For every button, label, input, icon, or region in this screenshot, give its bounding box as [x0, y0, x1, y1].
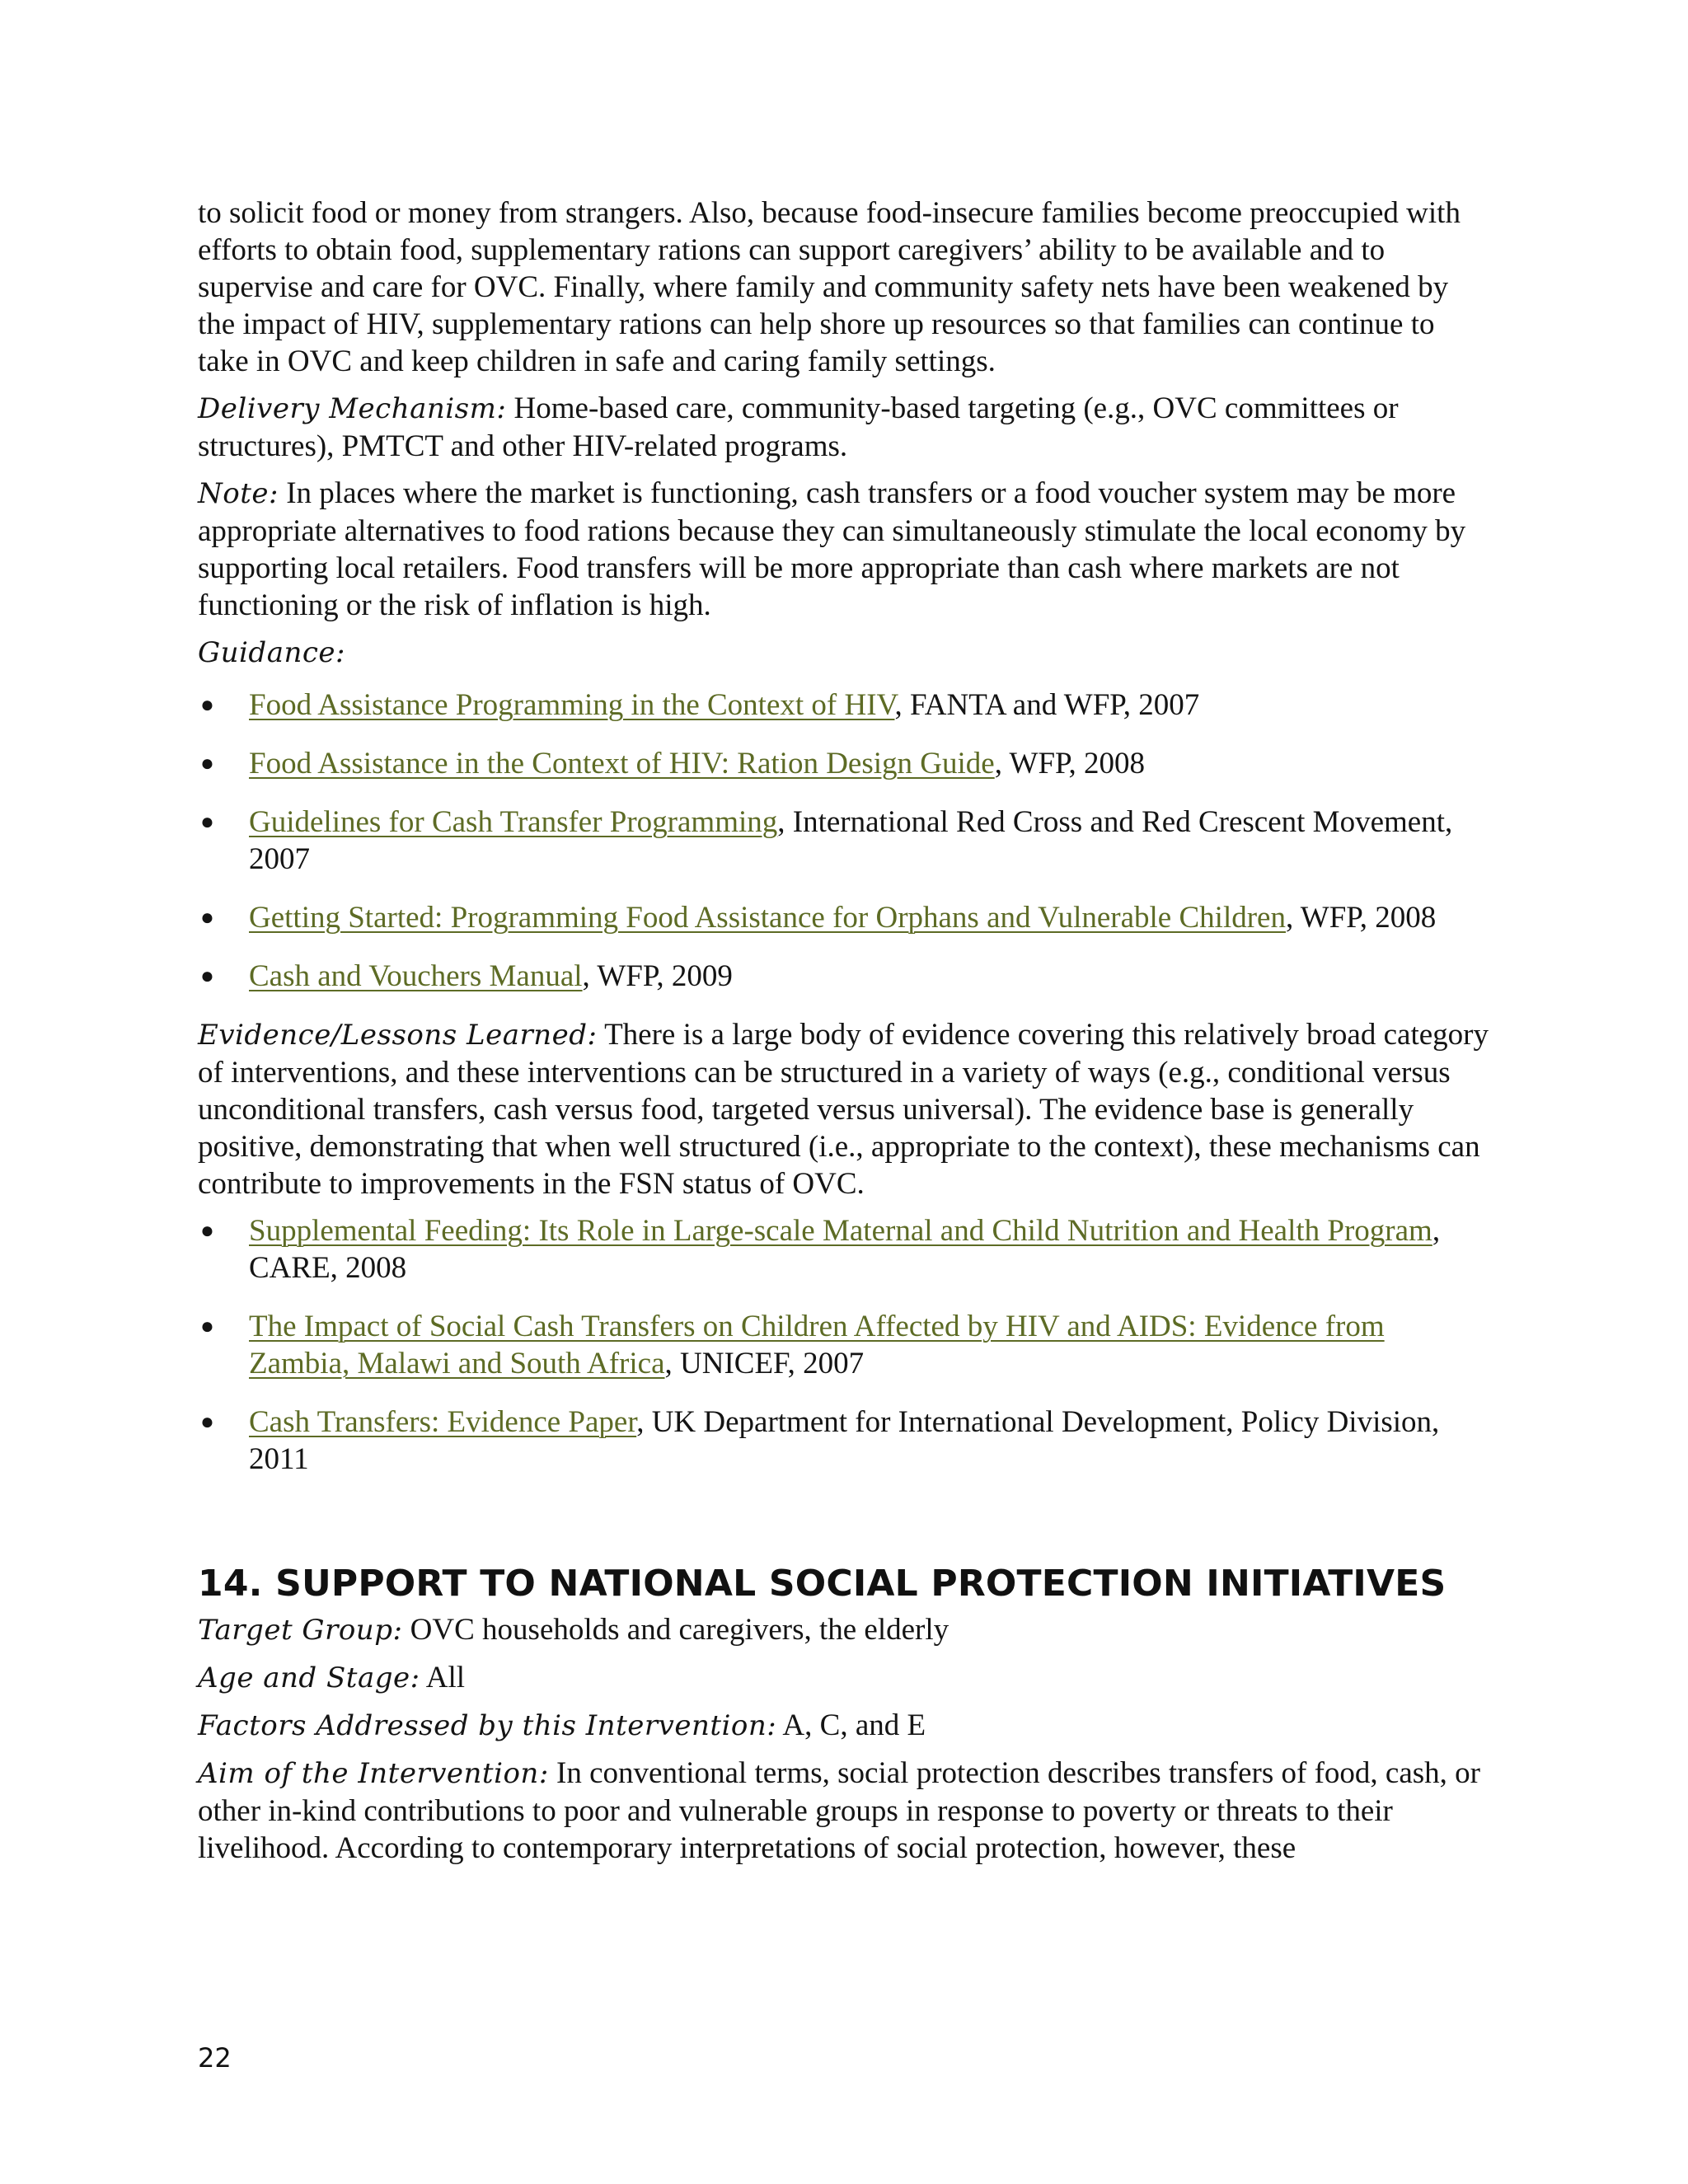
guidance-link[interactable]: Food Assistance in the Context of HIV: Ration Design Guide	[249, 747, 995, 780]
bullet-icon: ●	[200, 1218, 214, 1244]
guidance-link[interactable]: Food Assistance Programming in the Context of HIV	[249, 688, 895, 722]
factors-paragraph	[198, 1707, 1492, 1745]
list-item	[198, 1404, 1492, 1478]
note-label: Note:	[198, 477, 279, 510]
reference-source: , International Red Cross and Red Crescent Movement, 2007	[249, 805, 1453, 876]
list-item	[198, 958, 1492, 995]
list-item	[198, 1308, 1492, 1382]
guidance-link[interactable]: Cash and Vouchers Manual	[249, 959, 583, 993]
bullet-icon: ●	[200, 692, 214, 718]
delivery-mechanism-paragraph	[198, 390, 1492, 465]
evidence-text: There is a large body of evidence covering this relatively broad category of interventions, and these interventions can be structured in a variety of ways (e.g., conditional versus unconditional transfers, cash versus food, targeted versus universal). The evidence base is generally positive, demonstrating that when well structured (i.e., appropriate to the context), these mechanisms can contribute to improvements in the FSN status of OVC.	[198, 1018, 1489, 1201]
reference-source: , CARE, 2008	[249, 1214, 1441, 1285]
reference-source: , WFP, 2008	[1285, 901, 1437, 935]
reference-source: , WFP, 2008	[994, 747, 1146, 780]
guidance-link[interactable]: Getting Started: Programming Food Assistance for Orphans and Vulnerable Children	[249, 901, 1286, 935]
list-item	[198, 745, 1492, 782]
section-heading: 14. SUPPORT TO NATIONAL SOCIAL PROTECTION INITIATIVES	[198, 1563, 1447, 1605]
age-stage-paragraph	[198, 1659, 1492, 1697]
factors-text: A, C, and E	[776, 1708, 926, 1742]
bullet-icon: ●	[200, 809, 214, 835]
bullet-icon: ●	[200, 905, 214, 930]
document-body	[198, 194, 1492, 1877]
delivery-mechanism-text: Home-based care, community-based targeting (e.g., OVC committees or structures), PMTCT and other HIV-related programs.	[198, 391, 1399, 463]
target-group-paragraph	[198, 1611, 1492, 1649]
evidence-link[interactable]: Cash Transfers: Evidence Paper	[249, 1405, 637, 1439]
reference-source: , UNICEF, 2007	[664, 1347, 865, 1380]
list-item	[198, 1212, 1492, 1286]
reference-source: , FANTA and WFP, 2007	[894, 688, 1200, 722]
bullet-icon: ●	[200, 963, 214, 989]
aim-paragraph	[198, 1755, 1492, 1867]
page-number: 22	[198, 2042, 232, 2074]
delivery-mechanism-label: Delivery Mechanism:	[198, 392, 507, 425]
note-text: In places where the market is functioning, cash transfers or a food voucher system may be more appropriate alternatives to food rations because they can simultaneously stimulate the local economy by supporting local retailers. Food transfers will be more appropriate than cash where markets are not functioning or the risk of inflation is high.	[198, 476, 1466, 622]
list-item	[198, 687, 1492, 724]
guidance-label: Guidance:	[198, 636, 345, 669]
guidance-list	[198, 687, 1492, 995]
evidence-label: Evidence/Lessons Learned:	[198, 1019, 598, 1052]
bullet-icon: ●	[200, 1409, 214, 1435]
guidance-link[interactable]: Guidelines for Cash Transfer Programming	[249, 805, 778, 839]
age-stage-text: All	[420, 1661, 466, 1694]
evidence-link[interactable]: The Impact of Social Cash Transfers on Children Affected by HIV and AIDS: Evidence from Zambia, Malawi and South Africa	[249, 1310, 1385, 1380]
evidence-list	[198, 1212, 1492, 1478]
evidence-link[interactable]: Supplemental Feeding: Its Role in Large-scale Maternal and Child Nutrition and Health Program	[249, 1214, 1432, 1248]
reference-source: , WFP, 2009	[582, 959, 733, 993]
target-group-text: OVC households and caregivers, the elderly	[402, 1613, 950, 1647]
bullet-icon: ●	[200, 751, 214, 776]
evidence-paragraph	[198, 1016, 1492, 1202]
target-group-label: Target Group:	[198, 1614, 403, 1647]
reference-source: , UK Department for International Development, Policy Division, 2011	[249, 1405, 1440, 1476]
note-paragraph	[198, 475, 1492, 624]
aim-label: Aim of the Intervention:	[198, 1757, 549, 1790]
list-item	[198, 899, 1492, 936]
aim-text: In conventional terms, social protection describes transfers of food, cash, or other in-kind contributions to poor and vulnerable groups in response to poverty or threats to their livelihood. According to contemporary interpretations of social protection, however, these	[198, 1756, 1480, 1865]
age-stage-label: Age and Stage:	[198, 1661, 420, 1694]
list-item	[198, 804, 1492, 878]
intro-paragraph: to solicit food or money from strangers. Also, because food-insecure families become preoccupied with efforts to obtain food, supplementary rations can support caregivers’ ability to be available and to supervise and care for OVC. Finally, where family and community safety nets have been weakened by the impact of HIV, supplementary rations can help shore up resources so that families can continue to take in OVC and keep children in safe and caring family settings.	[198, 196, 1461, 378]
guidance-heading	[198, 634, 1492, 672]
factors-label: Factors Addressed by this Intervention:	[198, 1709, 777, 1742]
bullet-icon: ●	[200, 1314, 214, 1339]
